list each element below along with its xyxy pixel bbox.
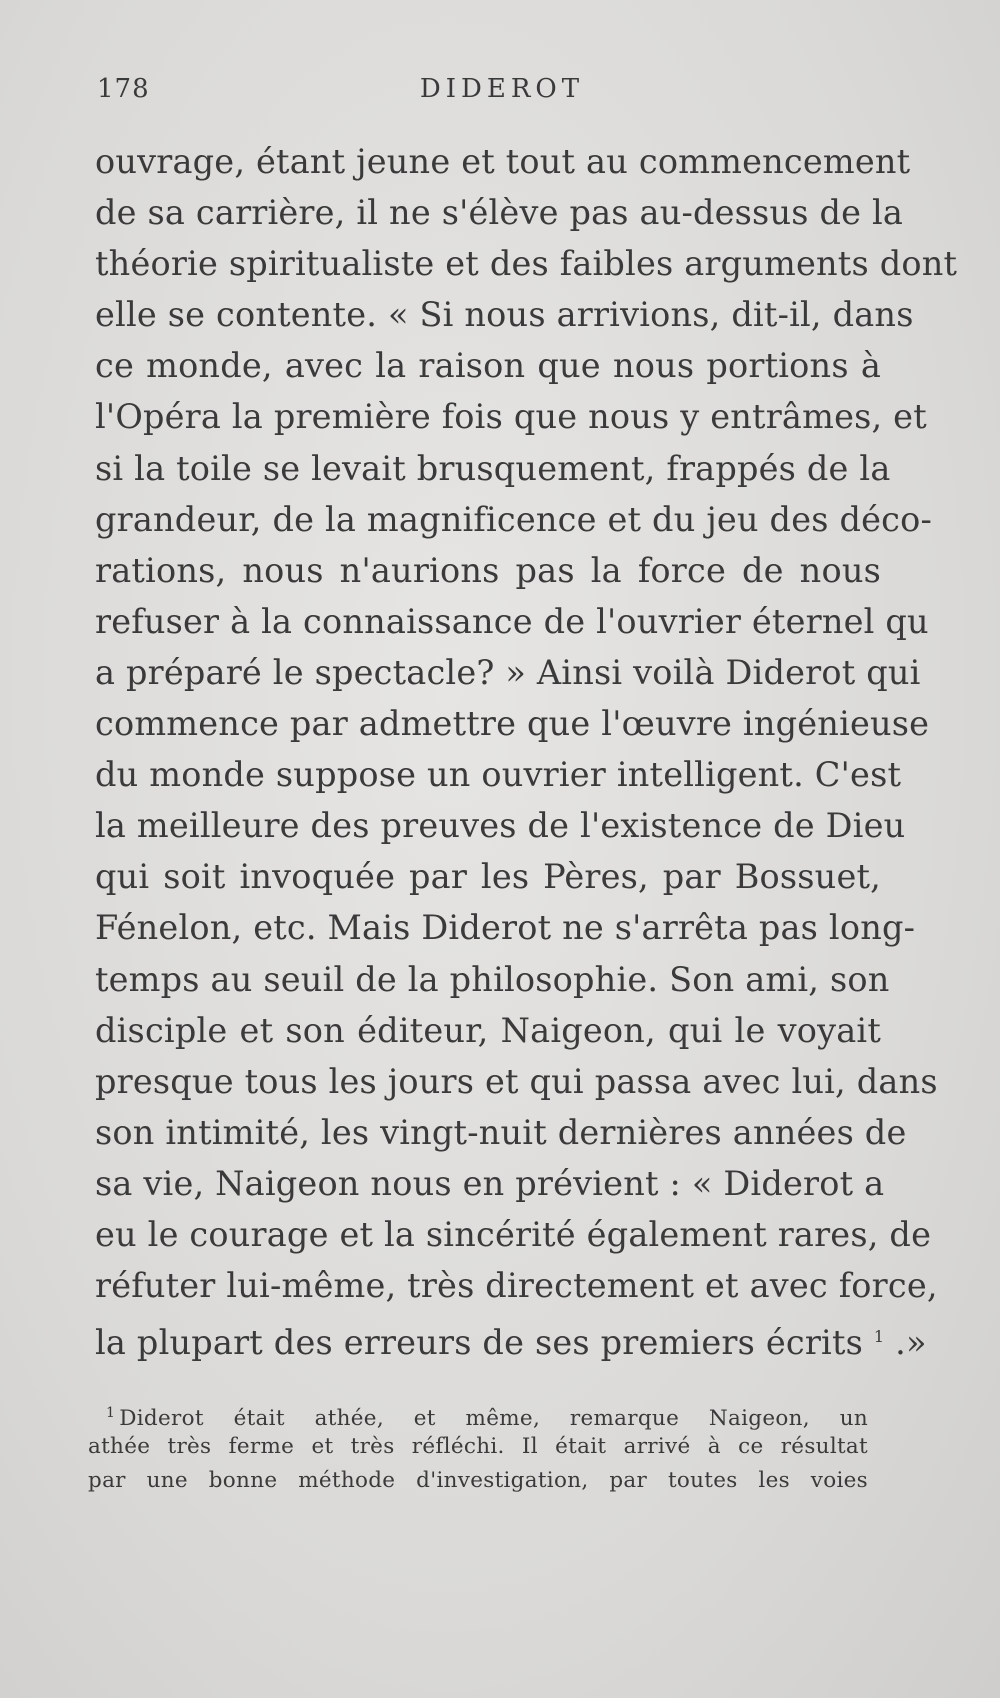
text-line: temps au seuil de la philosophie. Son ami, son: [95, 959, 890, 999]
text-line: ce monde, avec la raison que nous portions à: [95, 346, 881, 386]
text-line: l'Opéra la première fois que nous y entrâmes, et: [95, 397, 927, 437]
text-line: de sa carrière, il ne s'élève pas au-dessus de la: [95, 193, 904, 233]
page-number: 178: [97, 74, 150, 104]
text-line: la meilleure des preuves de l'existence de Dieu: [95, 806, 906, 846]
text-line-last: [95, 1311, 927, 1363]
text-line: refuser à la connaissance de l'ouvrier éternel qu: [95, 601, 929, 641]
footnote: [88, 1396, 868, 1498]
text-line: sa vie, Naigeon nous en prévient : « Diderot a: [95, 1163, 885, 1203]
body-text: [95, 136, 958, 1363]
text-line: commence par admettre que l'œuvre ingénieuse: [95, 704, 930, 744]
footnote-line: par une bonne méthode d'investigation, par toutes les voies: [88, 1468, 868, 1493]
text-line: disciple et son éditeur, Naigeon, qui le voyait: [95, 1010, 881, 1050]
footnote-marker: 1: [106, 1405, 116, 1421]
text-line: grandeur, de la magnificence et du jeu des déco-: [95, 499, 932, 539]
footnote-line-text: Diderot était athée, et même, remarque Naigeon, un: [119, 1406, 868, 1432]
text-line: elle se contente. « Si nous arrivions, dit-il, dans: [95, 295, 914, 335]
text-line: du monde suppose un ouvrier intelligent. C'est: [95, 755, 902, 795]
last-line-closing: .»: [884, 1323, 927, 1363]
footnote-line: athée très ferme et très réfléchi. Il était arrivé à ce résultat: [88, 1434, 868, 1459]
running-title: DIDEROT: [419, 74, 585, 104]
footnote-reference[interactable]: 1: [873, 1327, 885, 1347]
footnote-line: [88, 1396, 868, 1430]
text-line: qui soit invoquée par les Pères, par Bossuet,: [95, 857, 881, 897]
text-line: a préparé le spectacle? » Ainsi voilà Diderot qui: [95, 652, 921, 692]
last-line-text: la plupart des erreurs de ses premiers écrits: [95, 1323, 864, 1363]
running-head: [97, 74, 887, 114]
text-line: si la toile se levait brusquement, frappés de la: [95, 448, 891, 488]
text-line: Fénelon, etc. Mais Diderot ne s'arrêta pas long-: [95, 908, 916, 948]
text-line: eu le courage et la sincérité également rares, de: [95, 1214, 932, 1254]
text-line: presque tous les jours et qui passa avec lui, dans: [95, 1061, 938, 1101]
text-line: rations, nous n'aurions pas la force de nous: [95, 550, 881, 590]
text-line: réfuter lui-même, très directement et avec force,: [95, 1266, 938, 1306]
text-line: ouvrage, étant jeune et tout au commencement: [95, 142, 911, 181]
text-line: son intimité, les vingt-nuit dernières années de: [95, 1112, 907, 1152]
text-line: théorie spiritualiste et des faibles arguments dont: [95, 244, 958, 284]
